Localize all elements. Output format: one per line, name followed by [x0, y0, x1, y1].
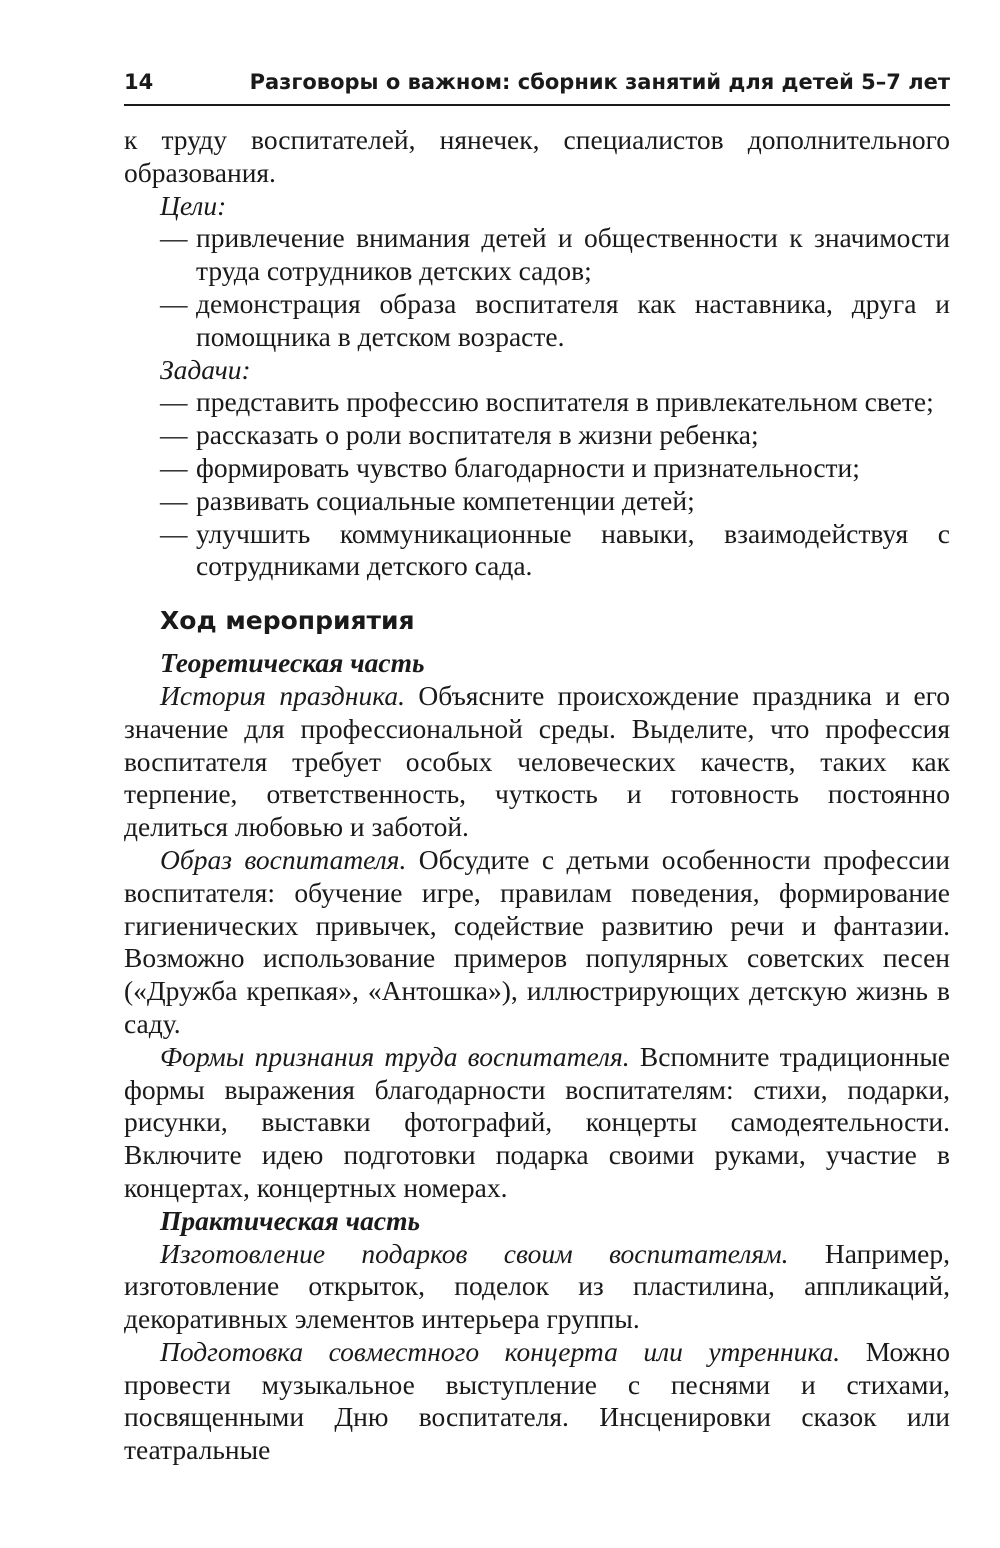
- theory-paragraph: Формы признания труда воспитателя. Вспомните традиционные формы выражения благодарности воспитателям: стихи, подарки, рисунки, выставки фотографий, концерты самодеятельности. Включите идею подготовки подарка своими руками, участие в концертах, концертных номерах.: [124, 1040, 950, 1203]
- theory-paragraph: История праздника. Объясните происхождение праздника и его значение для профессиональной среды. Выделите, что профессия воспитателя требует особых человеческих качеств, таких как терпение, ответственность, чуткость и готовность постоянно делиться любовью и заботой.: [124, 679, 950, 843]
- task-item: — представить профессию воспитателя в привлекательном свете;: [160, 386, 934, 418]
- page-body: [124, 124, 950, 1467]
- task-item: — рассказать о роли воспитателя в жизни ребенка;: [160, 419, 759, 451]
- practice-heading: Практическая часть: [160, 1204, 421, 1236]
- goal-item: — привлечение внимания детей и общественности к значимости труда сотрудников детских садов;: [160, 222, 950, 287]
- goals-label: Цели:: [160, 189, 227, 221]
- intro-text: к труду воспитателей, нянечек, специалистов дополнительного образования.: [124, 124, 950, 188]
- page-number: 14: [124, 70, 154, 94]
- practice-paragraph: Изготовление подарков своим воспитателям. Например, изготовление открыток, поделок из пластилина, аппликаций, декоративных элементов интерьера группы.: [124, 1237, 950, 1335]
- running-header: [124, 70, 950, 106]
- goal-item: — демонстрация образа воспитателя как наставника, друга и помощника в детском возрасте.: [160, 287, 950, 352]
- section-heading: Ход мероприятия: [160, 606, 415, 636]
- theory-paragraph: Образ воспитателя. Обсудите с детьми особенности профессии воспитателя: обучение игре, правилам поведения, формирование гигиенических привычек, содействие развитию речи и фантазии. Возможно использование примеров популярных советских песен («Дружба крепкая», «Антошка»), иллюстрирующих детскую жизнь в саду.: [124, 843, 950, 1039]
- theory-heading: Теоретическая часть: [160, 647, 425, 679]
- task-item: — улучшить коммуникационные навыки, взаимодействуя с сотрудниками детского сада.: [160, 517, 950, 582]
- tasks-label: Задачи:: [160, 353, 251, 385]
- practice-paragraph: Подготовка совместного концерта или утренника. Можно провести музыкальное выступление с песнями и стихами, посвященными Дню воспитателя. Инсценировки сказок или театральные: [124, 1335, 950, 1466]
- task-item: — развивать социальные компетенции детей;: [160, 484, 695, 516]
- running-title: Разговоры о важном: сборник занятий для детей 5–7 лет: [249, 70, 950, 94]
- task-item: — формировать чувство благодарности и признательности;: [160, 451, 860, 483]
